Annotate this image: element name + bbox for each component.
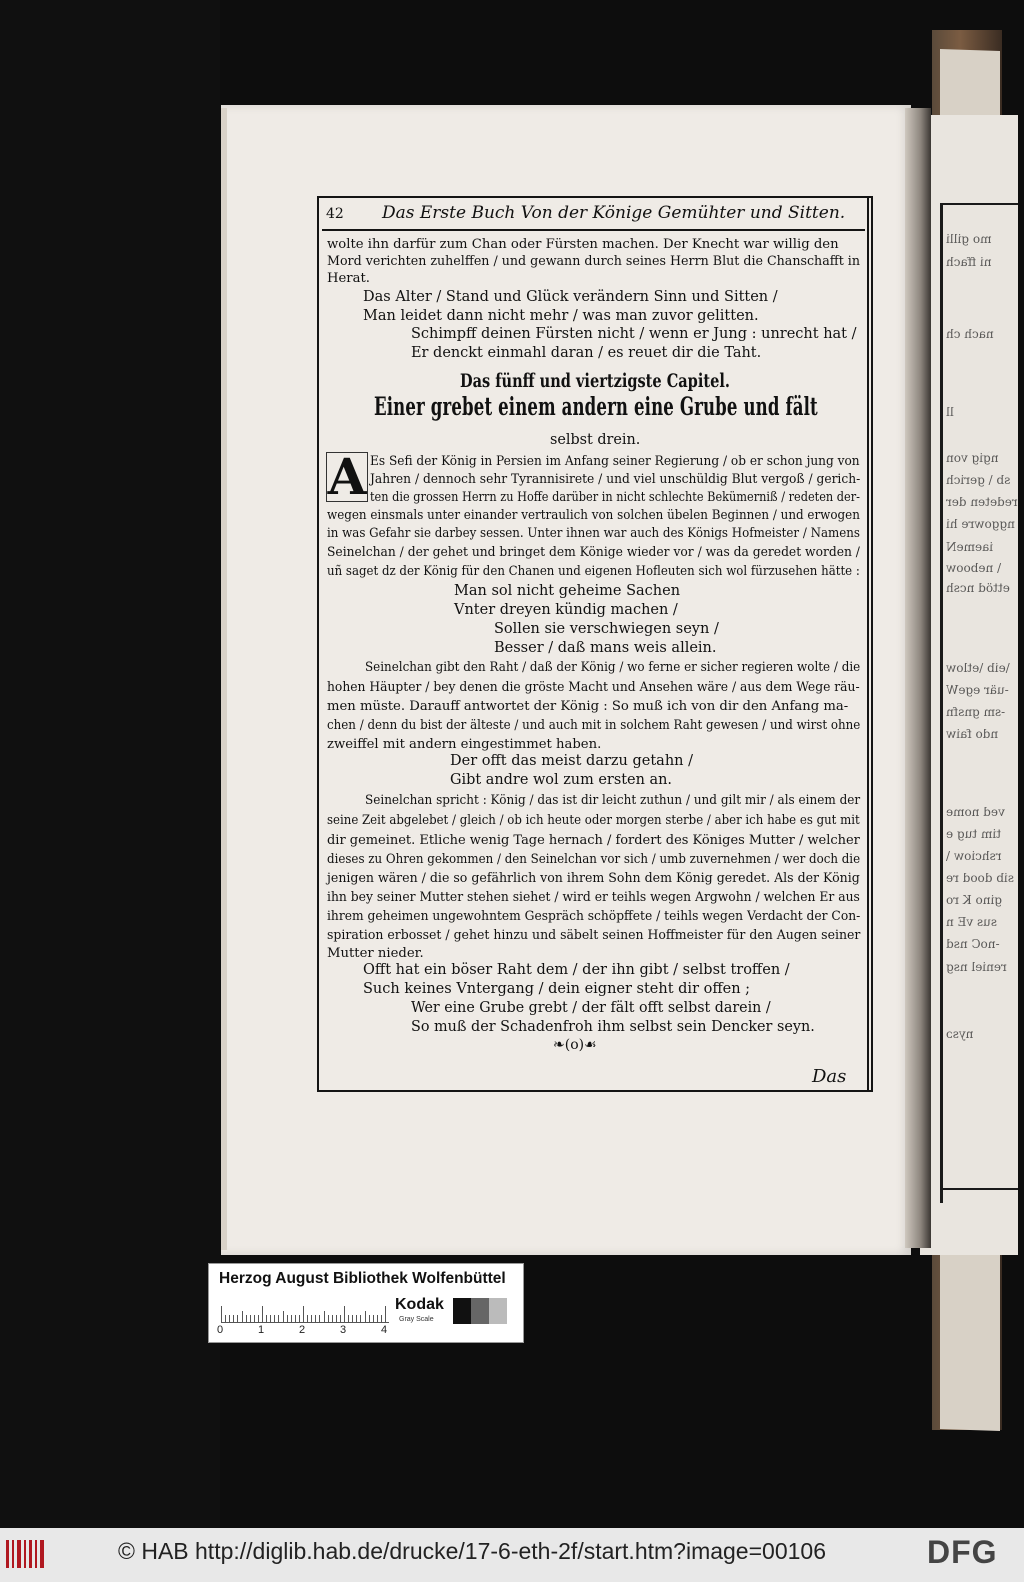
text-line: So muß der Schadenfroh ihm selbst sein Dencker seyn.	[411, 1019, 815, 1035]
ruler-tick	[377, 1315, 378, 1322]
book-gutter	[905, 108, 931, 1248]
drop-initial: A	[327, 447, 367, 506]
mirrored-text-fragment: \eib \etlow	[946, 661, 1010, 675]
frame-right-rule	[867, 198, 869, 1090]
ruler-tick	[262, 1306, 263, 1322]
mirrored-text-fragment: ni ffach	[946, 255, 992, 269]
ruler-tick	[246, 1315, 247, 1322]
mirrored-text-fragment: rshciow \	[946, 849, 1002, 863]
text-line: wegen einsmals unter einander vertraulich von solchen übelen Beginnen / und erwogen	[327, 508, 860, 523]
ruler-tick	[324, 1311, 325, 1322]
text-line: Besser / daß mans weis allein.	[494, 640, 717, 656]
text-line: Vnter dreyen kündig machen /	[454, 602, 678, 618]
running-title: Das Erste Buch Von der Könige Gemühter und Sitten.	[382, 203, 846, 223]
ruler-tick	[369, 1315, 370, 1322]
text-line: Seinelchan gibt den Raht / daß der König / wo ferne er sicher regieren wolte / die	[365, 660, 861, 675]
ruler-tick	[336, 1315, 337, 1322]
ruler-tick	[274, 1315, 275, 1322]
mirrored-text-fragment: -uär egeW	[946, 683, 1009, 697]
ruler-tick	[250, 1315, 251, 1322]
library-color-scale-label	[208, 1263, 524, 1343]
ruler-tick	[340, 1315, 341, 1322]
ruler-tick	[303, 1306, 304, 1322]
mirrored-text-fragment: sb \ gerich	[946, 473, 1011, 487]
ruler-tick	[311, 1315, 312, 1322]
text-line: in was Gefahr sie darbey sessen. Unter ihnen war auch des Königs Hofmeister / Namens	[327, 526, 860, 541]
text-line: spiration erbosset / gehet hinzu und säbelt seinen Hoffmeister für den Augen seiner	[327, 928, 861, 943]
ruler-tick	[229, 1315, 230, 1322]
ruler-number: 3	[340, 1324, 347, 1336]
text-line: jenigen wären / die so gefährlich von ihrem Sohn dem König geredet. Als der König	[327, 871, 860, 886]
text-line: uñ saget dz der König für den Chanen und eigenen Hofleuten sich wol fürzusehen hätte :	[327, 564, 860, 579]
ruler-number: 0	[217, 1324, 224, 1336]
ruler-tick	[365, 1311, 366, 1322]
mirrored-text-fragment: nggowre hi	[946, 517, 1015, 531]
ruler-tick	[352, 1315, 353, 1322]
ruler-tick	[254, 1315, 255, 1322]
text-line: Schimpff deinen Fürsten nicht / wenn er Jung : unrecht hat /	[411, 326, 857, 342]
mirrored-text-fragment: -noC nsd	[946, 937, 1000, 951]
book-page-right	[920, 115, 1018, 1255]
page-number: 42	[326, 206, 344, 222]
mirrored-text-fragment: mo gilli	[946, 232, 992, 246]
text-line: Mord verichten zuhelffen / und gewann durch seines Herrn Blut die Chanschafft in	[327, 254, 860, 269]
ruler-number: 4	[381, 1324, 388, 1336]
text-line: ihn bey seiner Mutter stehen siehet / wird er teihls wegen Argwohn / welchen Er aus	[327, 890, 860, 905]
mirrored-text-fragment: sus vE n	[946, 915, 997, 929]
mirrored-text-fragment: ll	[946, 405, 954, 419]
text-line: ihrem geheimen ungewohntem Gespräch schöpffete / teihls wegen Verdacht der Con-	[327, 909, 861, 924]
text-line: Offt hat ein böser Raht dem / der ihn gibt / selbst troffen /	[363, 962, 790, 978]
ruler-tick	[278, 1315, 279, 1322]
text-line: wolte ihn darfür zum Chan oder Fürsten machen. Der Knecht war willig den	[327, 237, 839, 252]
ruler-tick	[291, 1315, 292, 1322]
ruler-tick	[328, 1315, 329, 1322]
text-line: zweiffel mit andern eingestimmet haben.	[327, 737, 602, 752]
ruler-tick	[319, 1315, 320, 1322]
text-line: dieses zu Ohren gekommen / den Seinelchan vor sich / umb zuvernehmen / wer doch die	[327, 852, 861, 867]
ruler-tick	[258, 1315, 259, 1322]
ruler-scale	[221, 1300, 389, 1323]
scan-background-left	[0, 0, 220, 1540]
ruler-tick	[295, 1315, 296, 1322]
gray-swatch-light	[489, 1298, 507, 1324]
ruler-tick	[283, 1311, 284, 1322]
gray-swatch-dark	[471, 1298, 489, 1324]
text-line: Sollen sie verschwiegen seyn /	[494, 621, 719, 637]
ruler-tick	[237, 1315, 238, 1322]
institution-name: Herzog August Bibliothek Wolfenbüttel	[219, 1270, 506, 1287]
ruler-tick	[225, 1315, 226, 1322]
ruler-tick	[266, 1315, 267, 1322]
mirrored-text-fragment: ved nome	[946, 805, 1005, 819]
ruler-tick	[221, 1306, 222, 1322]
mirrored-text-fragment: reniel nsg	[946, 960, 1007, 974]
ruler-tick	[360, 1315, 361, 1322]
ruler-number: 1	[258, 1324, 265, 1336]
page-stack-edge	[221, 108, 227, 1250]
mirrored-text-fragment: tim tug e	[946, 827, 1002, 841]
right-page-frame	[940, 203, 1018, 1203]
text-line: Seinelchan spricht : König / das ist dir leicht zuthun / und gilt mir / als einem der	[365, 793, 861, 808]
text-line: chen / denn du bist der älteste / und auch mit in solchem Raht gewesen / und wirst ohne	[327, 718, 861, 733]
text-line: Jahren / dennoch sehr Tyrannisirete / und viel unschüldig Blut vergoß / gerich-	[370, 472, 861, 487]
ruler-tick	[381, 1315, 382, 1322]
text-line: Man sol nicht geheime Sachen	[454, 583, 681, 599]
ruler-tick	[356, 1315, 357, 1322]
ruler-tick	[307, 1315, 308, 1322]
mirrored-text-fragment: \ neboow	[946, 561, 1002, 575]
catchword: Das	[812, 1066, 847, 1087]
kodak-brand: Kodak	[395, 1296, 444, 1313]
footer-bar	[0, 1528, 1024, 1582]
mirrored-text-fragment: gino K ro	[946, 893, 1003, 907]
ruler-tick	[348, 1315, 349, 1322]
ornament: ❧(o)☙	[553, 1037, 597, 1053]
text-line: Wer eine Grube grebt / der fält offt selbst darein /	[411, 1000, 771, 1016]
text-line: dir gemeinet. Etliche wenig Tage hernach / fordert des Königes Mutter / welcher	[327, 833, 860, 848]
mirrored-text-fragment: nach ch	[946, 327, 994, 341]
text-line: Der offt das meist darzu getahn /	[450, 753, 693, 769]
ruler-tick	[332, 1315, 333, 1322]
text-line: Mutter nieder.	[327, 946, 424, 961]
chapter-heading: Das fünff und viertzigste Capitel.	[460, 370, 730, 392]
gray-scale-caption: Gray Scale	[399, 1316, 434, 1323]
text-line: Seinelchan / der gehet und bringet dem Könige wieder vor / was da geredet worden /	[327, 545, 860, 560]
ruler-tick	[242, 1311, 243, 1322]
text-line: Er denckt einmahl daran / es reuet dir die Taht.	[411, 345, 762, 361]
ruler-tick	[233, 1315, 234, 1322]
text-line: Gibt andre wol zum ersten an.	[450, 772, 672, 788]
copyright-url: © HAB http://diglib.hab.de/drucke/17-6-eth-2f/start.htm?image=00106	[118, 1538, 826, 1564]
text-line: men müste. Darauff antwortet der König : So muß ich von dir den Anfang ma-	[327, 699, 849, 714]
mirrored-text-fragment: iaemeN	[946, 540, 994, 554]
mirrored-text-fragment: ngig von	[946, 451, 999, 465]
text-line: hohen Häupter / bey denen die gröste Macht und Ansehen wäre / aus dem Wege räu-	[327, 680, 860, 695]
ruler-tick	[385, 1306, 386, 1322]
chapter-title-line-2: selbst drein.	[550, 430, 641, 448]
text-line: Das Alter / Stand und Glück verändern Sinn und Sitten /	[363, 289, 778, 305]
mirrored-text-fragment: ettöd ncsh	[946, 581, 1010, 595]
mirrored-text-fragment: -sm gnsfn	[946, 705, 1006, 719]
ruler-number: 2	[299, 1324, 306, 1336]
ruler-tick	[315, 1315, 316, 1322]
right-frame-top-rule	[943, 203, 1018, 205]
ruler-tick	[373, 1315, 374, 1322]
mirrored-text-fragment: nysɔ	[946, 1027, 974, 1041]
right-frame-bottom-rule	[943, 1188, 1018, 1190]
header-rule	[322, 229, 865, 231]
frame-bottom-rule	[317, 1090, 873, 1092]
mirrored-text-fragment: redeten der	[946, 495, 1018, 509]
text-line: Es Sefi der König in Persien im Anfang seiner Regierung / ob er schon jung von	[370, 454, 860, 469]
mirrored-text-fragment: sib dood re	[946, 871, 1014, 885]
mirrored-text-fragment: ndo faiw	[946, 727, 999, 741]
dfg-logo: DFG	[927, 1534, 998, 1570]
ruler-tick	[344, 1306, 345, 1322]
gray-swatch-black	[453, 1298, 471, 1324]
text-line: Such keines Vntergang / dein eigner steht dir offen ;	[363, 981, 751, 997]
ruler-tick	[299, 1315, 300, 1322]
text-line: Herat.	[327, 271, 370, 286]
chapter-title-line-1: Einer grebet einem andern eine Grube und fält	[374, 392, 818, 421]
running-header	[322, 203, 867, 229]
ruler-tick	[270, 1315, 271, 1322]
hab-logo-icon	[6, 1536, 48, 1572]
text-line: Man leidet dann nicht mehr / was man zuvor gelitten.	[363, 308, 759, 324]
text-line: seine Zeit abgelebet / gleich / ob ich heute oder morgen sterbe / aber ich habe es gut mit	[327, 813, 860, 828]
text-line: ten die grossen Herrn zu Hoffe darüber in nicht schlechte Bekümerniß / redeten der-	[370, 490, 860, 505]
ruler-tick	[287, 1315, 288, 1322]
